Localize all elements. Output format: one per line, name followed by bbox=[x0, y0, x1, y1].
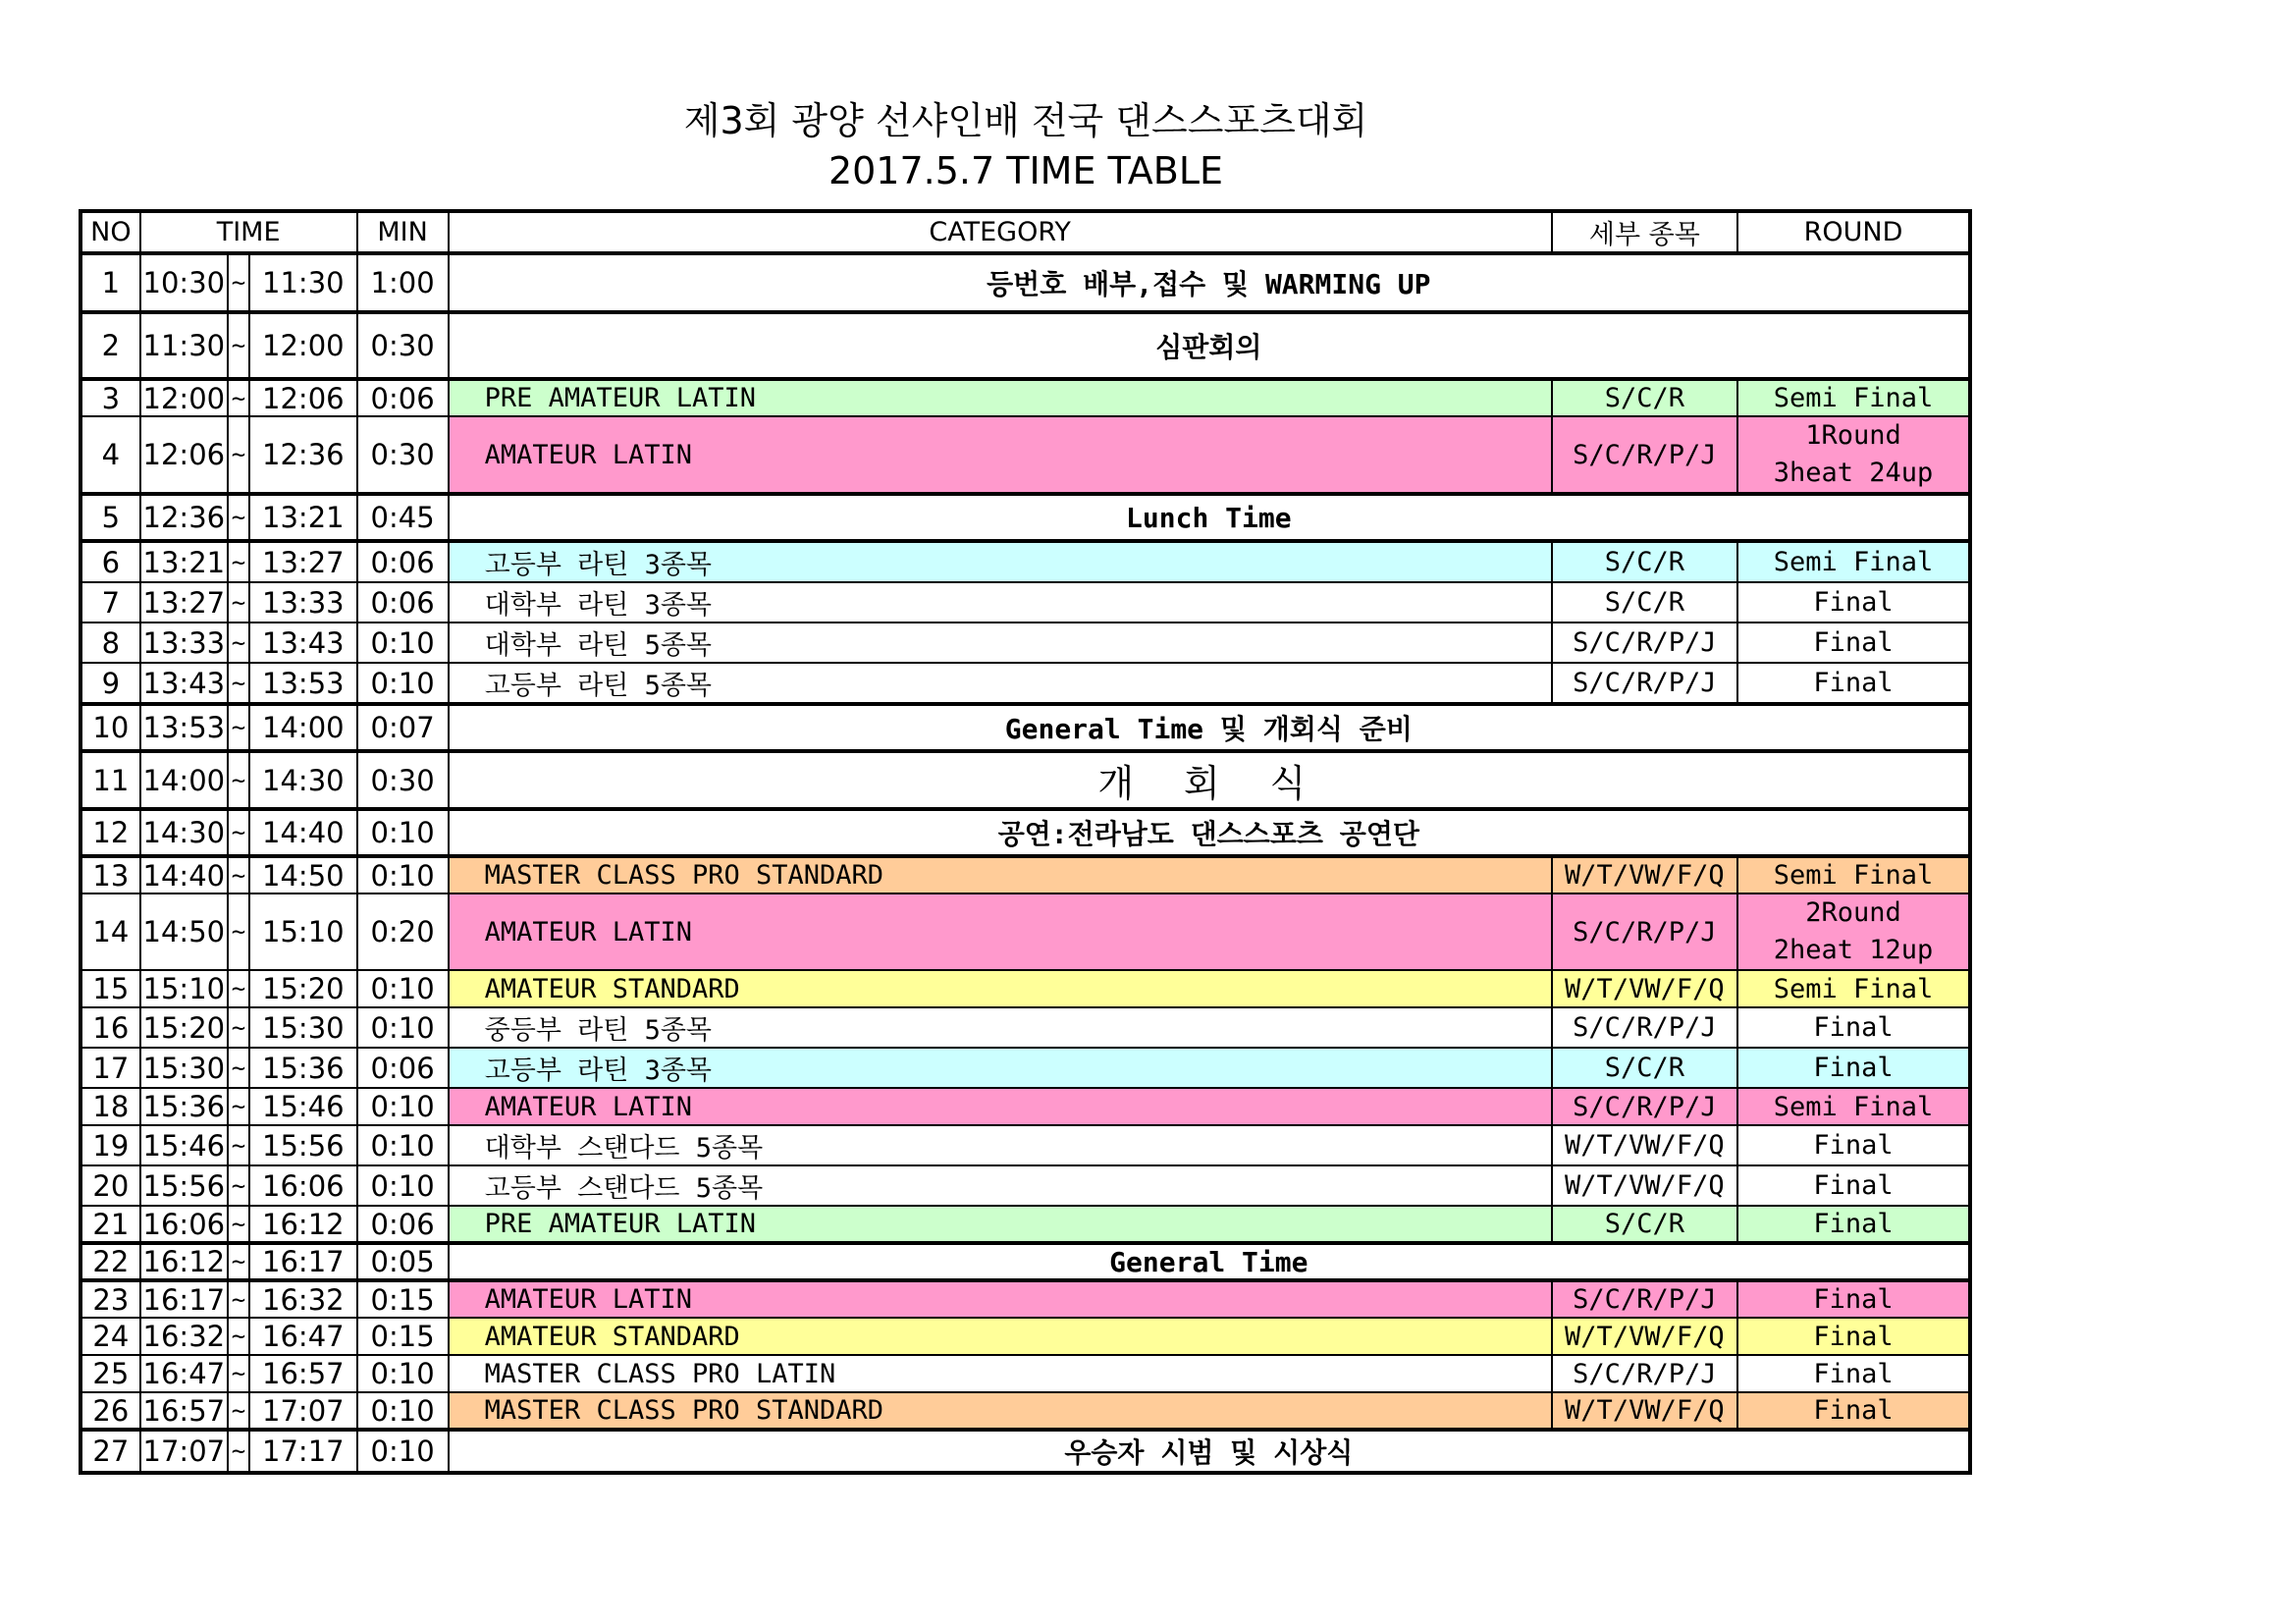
category-name: AMATEUR STANDARD bbox=[449, 1318, 1552, 1355]
duration: 0:15 bbox=[357, 1280, 449, 1318]
category-name: 대학부 라틴 5종목 bbox=[449, 623, 1552, 663]
end-time: 16:12 bbox=[249, 1206, 356, 1243]
header-row bbox=[80, 211, 1970, 253]
header-no: NO bbox=[80, 211, 140, 253]
duration: 0:10 bbox=[357, 856, 449, 893]
start-time: 16:57 bbox=[140, 1392, 228, 1430]
table-row bbox=[80, 541, 1970, 582]
event-banner: General Time bbox=[449, 1243, 1970, 1280]
event-banner: General Time 및 개회식 준비 bbox=[449, 704, 1970, 751]
start-time: 11:30 bbox=[140, 312, 228, 379]
document-subtitle: 2017.5.7 TIME TABLE bbox=[828, 149, 1224, 192]
dance-detail: W/T/VW/F/Q bbox=[1552, 1165, 1737, 1206]
duration: 0:30 bbox=[357, 312, 449, 379]
time-separator: ~ bbox=[228, 312, 249, 379]
duration: 0:06 bbox=[357, 1048, 449, 1088]
time-separator: ~ bbox=[228, 1206, 249, 1243]
time-separator: ~ bbox=[228, 893, 249, 970]
end-time: 16:32 bbox=[249, 1280, 356, 1318]
start-time: 15:30 bbox=[140, 1048, 228, 1088]
time-separator: ~ bbox=[228, 1318, 249, 1355]
time-separator: ~ bbox=[228, 416, 249, 494]
row-number: 7 bbox=[80, 582, 140, 623]
table-row bbox=[80, 663, 1970, 704]
start-time: 13:43 bbox=[140, 663, 228, 704]
category-name: 고등부 라틴 3종목 bbox=[449, 1048, 1552, 1088]
end-time: 16:47 bbox=[249, 1318, 356, 1355]
start-time: 16:17 bbox=[140, 1280, 228, 1318]
start-time: 16:06 bbox=[140, 1206, 228, 1243]
end-time: 15:36 bbox=[249, 1048, 356, 1088]
dance-detail: W/T/VW/F/Q bbox=[1552, 970, 1737, 1007]
duration: 1:00 bbox=[357, 253, 449, 312]
row-number: 24 bbox=[80, 1318, 140, 1355]
dance-detail: S/C/R/P/J bbox=[1552, 416, 1737, 494]
category-name: 중등부 라틴 5종목 bbox=[449, 1007, 1552, 1048]
time-separator: ~ bbox=[228, 541, 249, 582]
category-name: 대학부 스탠다드 5종목 bbox=[449, 1125, 1552, 1165]
dance-detail: W/T/VW/F/Q bbox=[1552, 1125, 1737, 1165]
end-time: 15:20 bbox=[249, 970, 356, 1007]
row-number: 14 bbox=[80, 893, 140, 970]
duration: 0:10 bbox=[357, 1392, 449, 1430]
table-row bbox=[80, 970, 1970, 1007]
row-number: 5 bbox=[80, 494, 140, 541]
start-time: 14:50 bbox=[140, 893, 228, 970]
dance-detail: S/C/R bbox=[1552, 541, 1737, 582]
time-separator: ~ bbox=[228, 582, 249, 623]
time-separator: ~ bbox=[228, 1165, 249, 1206]
row-number: 16 bbox=[80, 1007, 140, 1048]
row-number: 25 bbox=[80, 1355, 140, 1392]
row-number: 11 bbox=[80, 751, 140, 809]
duration: 0:10 bbox=[357, 1430, 449, 1473]
dance-detail: W/T/VW/F/Q bbox=[1552, 1318, 1737, 1355]
heat-label: 3heat 24up bbox=[1773, 458, 1934, 488]
event-banner: 심판회의 bbox=[449, 312, 1970, 379]
time-separator: ~ bbox=[228, 1355, 249, 1392]
category-name: AMATEUR LATIN bbox=[449, 416, 1552, 494]
time-separator: ~ bbox=[228, 379, 249, 416]
row-number: 8 bbox=[80, 623, 140, 663]
dance-detail: S/C/R/P/J bbox=[1552, 1088, 1737, 1125]
end-time: 13:33 bbox=[249, 582, 356, 623]
time-separator: ~ bbox=[228, 253, 249, 312]
time-separator: ~ bbox=[228, 1430, 249, 1473]
round-label: 2Round bbox=[1805, 897, 1901, 928]
time-separator: ~ bbox=[228, 970, 249, 1007]
dance-detail: S/C/R bbox=[1552, 1206, 1737, 1243]
dance-detail: S/C/R/P/J bbox=[1552, 1280, 1737, 1318]
duration: 0:05 bbox=[357, 1243, 449, 1280]
duration: 0:20 bbox=[357, 893, 449, 970]
end-time: 13:21 bbox=[249, 494, 356, 541]
start-time: 15:56 bbox=[140, 1165, 228, 1206]
end-time: 14:40 bbox=[249, 809, 356, 856]
duration: 0:10 bbox=[357, 1125, 449, 1165]
round-cell: Semi Final bbox=[1737, 970, 1970, 1007]
end-time: 14:00 bbox=[249, 704, 356, 751]
start-time: 12:36 bbox=[140, 494, 228, 541]
table-row bbox=[80, 1125, 1970, 1165]
row-number: 13 bbox=[80, 856, 140, 893]
start-time: 15:10 bbox=[140, 970, 228, 1007]
end-time: 13:27 bbox=[249, 541, 356, 582]
category-name: PRE AMATEUR LATIN bbox=[449, 379, 1552, 416]
category-name: 고등부 라틴 3종목 bbox=[449, 541, 1552, 582]
start-time: 13:21 bbox=[140, 541, 228, 582]
start-time: 16:47 bbox=[140, 1355, 228, 1392]
row-number: 26 bbox=[80, 1392, 140, 1430]
duration: 0:06 bbox=[357, 1206, 449, 1243]
round-cell: Semi Final bbox=[1737, 1088, 1970, 1125]
header-detail: 세부 종목 bbox=[1552, 211, 1737, 253]
table-row bbox=[80, 253, 1970, 312]
start-time: 15:20 bbox=[140, 1007, 228, 1048]
round-cell: Final bbox=[1737, 1392, 1970, 1430]
round-cell: Semi Final bbox=[1737, 856, 1970, 893]
row-number: 19 bbox=[80, 1125, 140, 1165]
timetable-body bbox=[80, 253, 1970, 1473]
start-time: 12:00 bbox=[140, 379, 228, 416]
round-cell: Final bbox=[1737, 1125, 1970, 1165]
category-name: AMATEUR LATIN bbox=[449, 893, 1552, 970]
table-row bbox=[80, 582, 1970, 623]
row-number: 4 bbox=[80, 416, 140, 494]
category-name: AMATEUR LATIN bbox=[449, 1280, 1552, 1318]
category-name: 고등부 스탠다드 5종목 bbox=[449, 1165, 1552, 1206]
end-time: 17:17 bbox=[249, 1430, 356, 1473]
start-time: 14:00 bbox=[140, 751, 228, 809]
heat-label: 2heat 12up bbox=[1773, 935, 1934, 965]
end-time: 15:46 bbox=[249, 1088, 356, 1125]
end-time: 12:00 bbox=[249, 312, 356, 379]
dance-detail: S/C/R/P/J bbox=[1552, 623, 1737, 663]
table-row bbox=[80, 893, 1970, 970]
end-time: 15:56 bbox=[249, 1125, 356, 1165]
start-time: 13:33 bbox=[140, 623, 228, 663]
duration: 0:06 bbox=[357, 379, 449, 416]
event-banner: 공연:전라남도 댄스스포츠 공연단 bbox=[449, 809, 1970, 856]
time-separator: ~ bbox=[228, 1125, 249, 1165]
end-time: 12:06 bbox=[249, 379, 356, 416]
round-cell bbox=[1737, 893, 1970, 970]
end-time: 14:30 bbox=[249, 751, 356, 809]
category-name: MASTER CLASS PRO LATIN bbox=[449, 1355, 1552, 1392]
start-time: 15:46 bbox=[140, 1125, 228, 1165]
header-time: TIME bbox=[140, 211, 357, 253]
start-time: 16:32 bbox=[140, 1318, 228, 1355]
duration: 0:15 bbox=[357, 1318, 449, 1355]
round-cell bbox=[1737, 416, 1970, 494]
row-number: 12 bbox=[80, 809, 140, 856]
row-number: 9 bbox=[80, 663, 140, 704]
duration: 0:06 bbox=[357, 541, 449, 582]
end-time: 16:17 bbox=[249, 1243, 356, 1280]
duration: 0:07 bbox=[357, 704, 449, 751]
end-time: 16:06 bbox=[249, 1165, 356, 1206]
document-title: 제3회 광양 선샤인배 전국 댄스스포츠대회 bbox=[683, 99, 1368, 142]
duration: 0:30 bbox=[357, 416, 449, 494]
duration: 0:30 bbox=[357, 751, 449, 809]
start-time: 10:30 bbox=[140, 253, 228, 312]
table-row bbox=[80, 1243, 1970, 1280]
row-number: 2 bbox=[80, 312, 140, 379]
round-cell: Final bbox=[1737, 623, 1970, 663]
row-number: 17 bbox=[80, 1048, 140, 1088]
row-number: 20 bbox=[80, 1165, 140, 1206]
duration: 0:06 bbox=[357, 582, 449, 623]
duration: 0:10 bbox=[357, 1088, 449, 1125]
row-number: 15 bbox=[80, 970, 140, 1007]
start-time: 16:12 bbox=[140, 1243, 228, 1280]
time-separator: ~ bbox=[228, 1007, 249, 1048]
time-separator: ~ bbox=[228, 494, 249, 541]
row-number: 3 bbox=[80, 379, 140, 416]
table-row bbox=[80, 856, 1970, 893]
round-cell: Semi Final bbox=[1737, 379, 1970, 416]
round-cell: Final bbox=[1737, 1280, 1970, 1318]
time-separator: ~ bbox=[228, 663, 249, 704]
row-number: 21 bbox=[80, 1206, 140, 1243]
table-row bbox=[80, 1392, 1970, 1430]
duration: 0:10 bbox=[357, 1355, 449, 1392]
dance-detail: S/C/R/P/J bbox=[1552, 893, 1737, 970]
duration: 0:10 bbox=[357, 623, 449, 663]
end-time: 15:10 bbox=[249, 893, 356, 970]
end-time: 13:53 bbox=[249, 663, 356, 704]
time-separator: ~ bbox=[228, 751, 249, 809]
event-banner: 우승자 시범 및 시상식 bbox=[449, 1430, 1970, 1473]
row-number: 27 bbox=[80, 1430, 140, 1473]
start-time: 14:40 bbox=[140, 856, 228, 893]
round-cell: Final bbox=[1737, 1165, 1970, 1206]
time-separator: ~ bbox=[228, 856, 249, 893]
duration: 0:10 bbox=[357, 809, 449, 856]
round-cell: Final bbox=[1737, 1206, 1970, 1243]
category-name: 대학부 라틴 3종목 bbox=[449, 582, 1552, 623]
timetable bbox=[79, 209, 1972, 1475]
category-name: PRE AMATEUR LATIN bbox=[449, 1206, 1552, 1243]
row-number: 6 bbox=[80, 541, 140, 582]
dance-detail: S/C/R bbox=[1552, 379, 1737, 416]
table-row bbox=[80, 1165, 1970, 1206]
round-cell: Final bbox=[1737, 1007, 1970, 1048]
table-row bbox=[80, 623, 1970, 663]
dance-detail: S/C/R/P/J bbox=[1552, 1355, 1737, 1392]
start-time: 14:30 bbox=[140, 809, 228, 856]
end-time: 13:43 bbox=[249, 623, 356, 663]
header-category: CATEGORY bbox=[449, 211, 1552, 253]
table-row bbox=[80, 1206, 1970, 1243]
start-time: 15:36 bbox=[140, 1088, 228, 1125]
row-number: 22 bbox=[80, 1243, 140, 1280]
header-round: ROUND bbox=[1737, 211, 1970, 253]
row-number: 18 bbox=[80, 1088, 140, 1125]
category-name: MASTER CLASS PRO STANDARD bbox=[449, 1392, 1552, 1430]
time-separator: ~ bbox=[228, 623, 249, 663]
row-number: 23 bbox=[80, 1280, 140, 1318]
start-time: 13:27 bbox=[140, 582, 228, 623]
dance-detail: S/C/R bbox=[1552, 582, 1737, 623]
duration: 0:10 bbox=[357, 1007, 449, 1048]
row-number: 1 bbox=[80, 253, 140, 312]
event-banner: 등번호 배부,접수 및 WARMING UP bbox=[449, 253, 1970, 312]
table-row bbox=[80, 1430, 1970, 1473]
table-row bbox=[80, 1280, 1970, 1318]
start-time: 13:53 bbox=[140, 704, 228, 751]
time-separator: ~ bbox=[228, 1243, 249, 1280]
table-row bbox=[80, 416, 1970, 494]
dance-detail: S/C/R bbox=[1552, 1048, 1737, 1088]
time-separator: ~ bbox=[228, 1088, 249, 1125]
round-cell: Final bbox=[1737, 1048, 1970, 1088]
table-row bbox=[80, 1318, 1970, 1355]
duration: 0:10 bbox=[357, 1165, 449, 1206]
round-cell: Semi Final bbox=[1737, 541, 1970, 582]
end-time: 11:30 bbox=[249, 253, 356, 312]
round-cell: Final bbox=[1737, 1355, 1970, 1392]
category-name: MASTER CLASS PRO STANDARD bbox=[449, 856, 1552, 893]
event-banner: 개 회 식 bbox=[449, 751, 1970, 809]
round-cell: Final bbox=[1737, 582, 1970, 623]
end-time: 12:36 bbox=[249, 416, 356, 494]
dance-detail: W/T/VW/F/Q bbox=[1552, 1392, 1737, 1430]
category-name: AMATEUR STANDARD bbox=[449, 970, 1552, 1007]
dance-detail: S/C/R/P/J bbox=[1552, 663, 1737, 704]
end-time: 14:50 bbox=[249, 856, 356, 893]
category-name: AMATEUR LATIN bbox=[449, 1088, 1552, 1125]
time-separator: ~ bbox=[228, 1048, 249, 1088]
end-time: 15:30 bbox=[249, 1007, 356, 1048]
time-separator: ~ bbox=[228, 809, 249, 856]
end-time: 16:57 bbox=[249, 1355, 356, 1392]
start-time: 17:07 bbox=[140, 1430, 228, 1473]
duration: 0:10 bbox=[357, 970, 449, 1007]
time-separator: ~ bbox=[228, 704, 249, 751]
table-row bbox=[80, 1007, 1970, 1048]
table-row bbox=[80, 379, 1970, 416]
table-row bbox=[80, 1355, 1970, 1392]
dance-detail: S/C/R/P/J bbox=[1552, 1007, 1737, 1048]
table-row bbox=[80, 809, 1970, 856]
table-row bbox=[80, 704, 1970, 751]
row-number: 10 bbox=[80, 704, 140, 751]
event-banner: Lunch Time bbox=[449, 494, 1970, 541]
duration: 0:45 bbox=[357, 494, 449, 541]
table-row bbox=[80, 1088, 1970, 1125]
start-time: 12:06 bbox=[140, 416, 228, 494]
round-cell: Final bbox=[1737, 1318, 1970, 1355]
table-row bbox=[80, 312, 1970, 379]
time-separator: ~ bbox=[228, 1280, 249, 1318]
header-min: MIN bbox=[357, 211, 449, 253]
duration: 0:10 bbox=[357, 663, 449, 704]
table-row bbox=[80, 1048, 1970, 1088]
round-label: 1Round bbox=[1805, 420, 1901, 451]
table-row bbox=[80, 494, 1970, 541]
table-row bbox=[80, 751, 1970, 809]
end-time: 17:07 bbox=[249, 1392, 356, 1430]
time-separator: ~ bbox=[228, 1392, 249, 1430]
category-name: 고등부 라틴 5종목 bbox=[449, 663, 1552, 704]
round-cell: Final bbox=[1737, 663, 1970, 704]
dance-detail: W/T/VW/F/Q bbox=[1552, 856, 1737, 893]
